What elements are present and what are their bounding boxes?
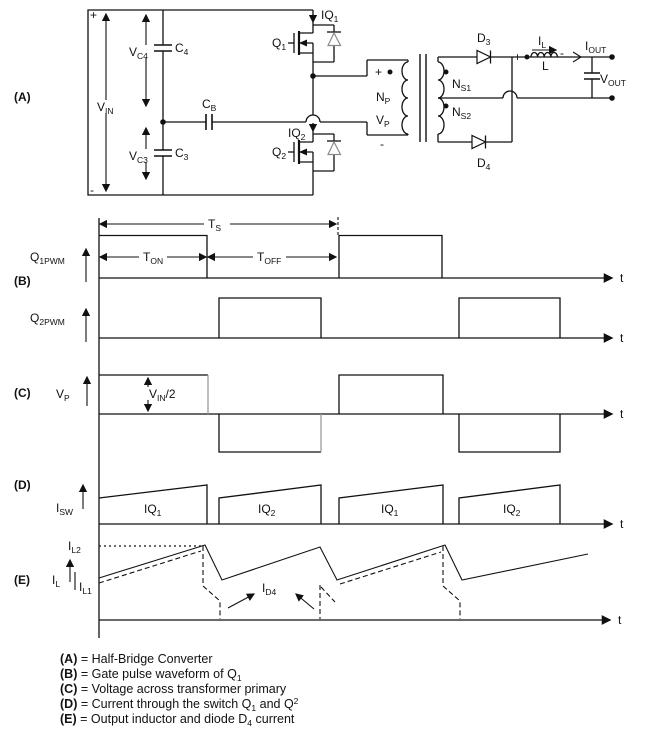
ns2-polarity-dot bbox=[444, 104, 449, 109]
body-diode-q2-icon bbox=[313, 134, 341, 171]
inductor-node-dot bbox=[525, 55, 530, 60]
wire-hop-output bbox=[503, 91, 517, 98]
np-label: $N_P$ bbox=[376, 90, 391, 106]
ns2-lead bbox=[438, 134, 472, 142]
isw-seg2-label: $IQ_2$ bbox=[258, 502, 276, 518]
vin-half-label: $V_{IN}/2$ bbox=[149, 387, 176, 403]
il1-label: $I_{L1}$ bbox=[79, 580, 92, 596]
q1pwm-label: $Q_{1PWM}$ bbox=[30, 250, 65, 266]
q2-label: $Q_2$ bbox=[272, 145, 287, 161]
iq2-label: $IQ_2$ bbox=[288, 126, 306, 142]
isw-seg4-label: $IQ_2$ bbox=[503, 502, 521, 518]
inductor-minus-label: - bbox=[560, 46, 564, 60]
d4-label: $D_4$ bbox=[477, 156, 491, 172]
q2pwm-label: $Q_{2PWM}$ bbox=[30, 311, 65, 327]
q2pwm-t-label: t bbox=[620, 331, 624, 345]
ton-label: $T_{ON}$ bbox=[143, 250, 164, 266]
cb-label: $C_B$ bbox=[202, 97, 217, 113]
d3-label: $D_3$ bbox=[477, 31, 491, 47]
il-axis-label: $I_L$ bbox=[52, 573, 61, 589]
capacitor-cb-symbol bbox=[206, 114, 212, 130]
vp-pos-pulse-2 bbox=[339, 375, 443, 414]
waveform-q2pwm bbox=[30, 298, 624, 345]
vin-label: $V_{IN}$ bbox=[97, 100, 114, 116]
c4-label: $C_4$ bbox=[175, 41, 189, 57]
vp-minus-label: - bbox=[380, 137, 384, 151]
panel-a-tag: (A) bbox=[14, 90, 31, 104]
id4-dashed-rise-1 bbox=[99, 551, 201, 583]
panel-d-tag: (D) bbox=[14, 478, 31, 492]
q1-label: $Q_1$ bbox=[272, 36, 287, 52]
panel-c-tag: (C) bbox=[14, 386, 31, 400]
vp-neg-pulse-2 bbox=[459, 414, 560, 452]
capacitor-c4-symbol bbox=[154, 45, 172, 51]
output-capacitor-symbol bbox=[584, 57, 600, 98]
vin-plus-label: + bbox=[90, 8, 98, 22]
iout-label: $I_{OUT}$ bbox=[585, 39, 607, 55]
wire-hop-cb bbox=[306, 115, 320, 122]
waveform-isw bbox=[14, 478, 624, 531]
waveform-vp bbox=[14, 375, 624, 452]
vp-t-label: t bbox=[620, 407, 624, 421]
diode-d4-symbol bbox=[472, 136, 486, 149]
legend-line-b: (B) = Gate pulse waveform of $Q_1$ bbox=[60, 667, 242, 683]
isw-seg1-label: $IQ_1$ bbox=[144, 502, 162, 518]
d4-to-node-wire bbox=[486, 57, 513, 142]
mosfet-q2-symbol bbox=[288, 140, 313, 164]
id4-dashed-fall-1 bbox=[203, 546, 220, 619]
legend-line-e: (E) = Output inductor and diode $D_4$ current bbox=[60, 712, 295, 728]
mosfet-q1-symbol bbox=[288, 31, 313, 55]
vout-plus-terminal-dot bbox=[609, 54, 615, 60]
ns1-polarity-dot bbox=[444, 70, 449, 75]
vout-minus-terminal-dot bbox=[609, 95, 615, 101]
vp-label: $V_P$ bbox=[376, 113, 390, 129]
capacitor-c3-symbol bbox=[154, 150, 172, 156]
primary-winding-icon bbox=[402, 62, 408, 134]
il2-label: $I_{L2}$ bbox=[68, 539, 81, 555]
q2pwm-pulses bbox=[219, 298, 560, 338]
il-waveform-line bbox=[99, 545, 588, 580]
id4-dashed-tail-2 bbox=[321, 587, 335, 602]
waveform-q1pwm bbox=[14, 217, 624, 288]
ts-label: $T_S$ bbox=[208, 217, 222, 233]
vin-minus-label: - bbox=[90, 183, 94, 197]
vout-label: $V_{OUT}$ bbox=[600, 72, 626, 88]
isw-seg3-label: $IQ_1$ bbox=[381, 502, 399, 518]
legend-line-a: (A) = Half-Bridge Converter bbox=[60, 652, 213, 666]
vc4-label: $V_{C4}$ bbox=[129, 45, 148, 61]
ns1-lead bbox=[438, 57, 477, 62]
l-label: L bbox=[542, 59, 549, 73]
iq1-label: $IQ_1$ bbox=[321, 8, 339, 24]
q1pwm-t-label: t bbox=[620, 271, 624, 285]
toff-label: $T_{OFF}$ bbox=[257, 250, 282, 266]
id4-dashed-rise-3 bbox=[340, 552, 441, 584]
id4-pointer-arrow-right bbox=[296, 594, 314, 609]
ns1-label: $N_{S1}$ bbox=[452, 77, 472, 93]
primary-polarity-dot bbox=[388, 70, 393, 75]
panel-b-tag: (B) bbox=[14, 274, 31, 288]
vp-neg-pulse-1 bbox=[219, 414, 321, 452]
vp-axis-label: $V_P$ bbox=[56, 387, 70, 403]
legend bbox=[60, 652, 299, 728]
half-bridge-circuit bbox=[14, 8, 626, 197]
isw-axis-label: $I_{SW}$ bbox=[56, 501, 74, 517]
diode-d3-symbol bbox=[477, 51, 491, 64]
id4-pointer-arrow-left bbox=[228, 594, 254, 608]
vp-plus-label: + bbox=[375, 65, 383, 79]
isw-t-label: t bbox=[620, 517, 624, 531]
inductor-plus-label: + bbox=[514, 50, 522, 64]
cb-wire-right bbox=[320, 122, 408, 135]
legend-line-c: (C) = Voltage across transformer primary bbox=[60, 682, 287, 696]
waveform-il bbox=[14, 539, 622, 627]
transformer-core-icon bbox=[420, 54, 426, 142]
vc3-label: $V_{C3}$ bbox=[129, 149, 148, 165]
inductor-l-symbol bbox=[531, 53, 557, 58]
legend-line-d: (D) = Current through the switch $Q_1$ and $Q^2$ bbox=[60, 696, 299, 713]
il-t-label: t bbox=[618, 613, 622, 627]
ns2-label: $N_{S2}$ bbox=[452, 105, 472, 121]
il-label: $I_L$ bbox=[538, 34, 547, 50]
c3-label: $C_3$ bbox=[175, 146, 189, 162]
id4-label: $I_{D4}$ bbox=[262, 581, 277, 597]
panel-e-tag: (E) bbox=[14, 573, 30, 587]
body-diode-q1-icon bbox=[313, 25, 341, 62]
id4-dashed-fall-3 bbox=[443, 546, 460, 619]
